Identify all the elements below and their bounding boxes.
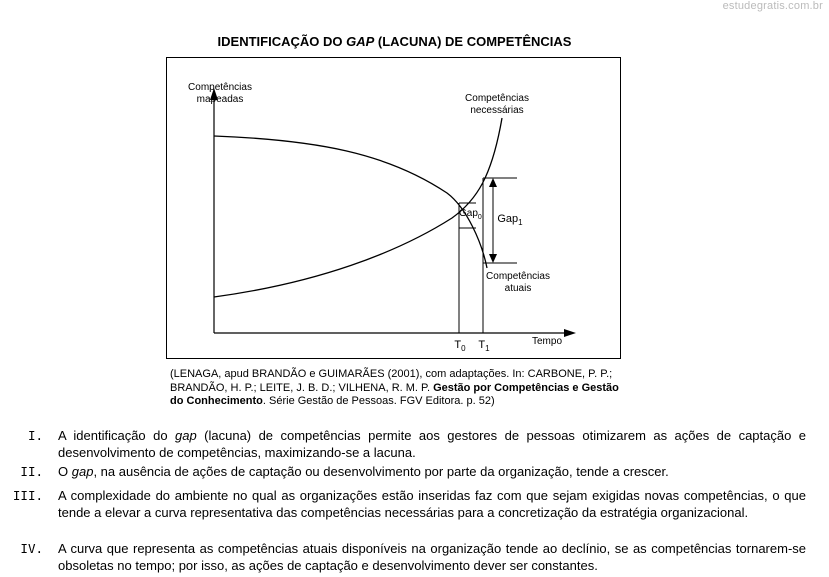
- caption-part-1: (LENAGA, apud BRANDÃO e GUIMARÃES (2001), com adaptações. In: CARBONE, P. P.; BRANDÃO, H. P.; LEITE, J. B. D.; VILHENA, R. M. P.: [170, 368, 613, 394]
- gap1-label: [497, 213, 523, 229]
- t1-subscript: 1: [485, 344, 490, 354]
- statement-text-post: A complexidade do ambiente no qual as organizações estão inseridas faz com que sejam exigidas novas competências, o que tende a elevar a curva representativa das competências necessárias para a concretização da estratégia organizacional.: [58, 488, 806, 520]
- statement-text: [58, 428, 806, 461]
- curve-current-competencies: [214, 136, 487, 268]
- page-title: [0, 34, 789, 49]
- title-part-1: IDENTIFICAÇÃO DO: [217, 34, 347, 49]
- statement-number: IV.: [20, 541, 43, 556]
- statement-text-pre: A identificação do: [58, 428, 176, 443]
- gap0-label: [459, 208, 481, 224]
- gap1-text: Gap: [497, 213, 519, 225]
- t1-label: [474, 339, 494, 355]
- gap1-arrow-up: [489, 178, 497, 187]
- statement-number: I.: [27, 428, 43, 443]
- gap1-subscript: 1: [518, 218, 523, 228]
- gap0-subscript: 0: [477, 214, 482, 221]
- curve-current-label-line-1: Competências: [486, 271, 550, 282]
- y-axis-label: [181, 82, 259, 106]
- gap1-arrow-down: [489, 254, 497, 263]
- t1-text: T: [478, 339, 486, 351]
- statement-number: III.: [12, 488, 43, 503]
- statement-text-post: , na ausência de ações de captação ou desenvolvimento por parte da organização, tende a crescer.: [93, 464, 669, 479]
- gap0-text: Gap: [459, 208, 478, 219]
- statement-text-post: A curva que representa as competências atuais disponíveis na organização tende ao declínio, se as competências tornarem-se obsoletas no tempo; por isso, as ações de captação e desenvolvimento dever ser constantes.: [58, 541, 806, 573]
- statement-text-italic: gap: [175, 428, 197, 443]
- curve-needed-label: [455, 93, 539, 117]
- y-axis-label-line-1: Competências: [188, 82, 252, 93]
- caption-part-2: . Série Gestão de Pessoas. FGV Editora. p. 52): [262, 395, 495, 407]
- statement-text: [58, 541, 806, 574]
- gap-diagram: [166, 57, 621, 359]
- figure-caption: [170, 368, 630, 409]
- title-part-2: (LACUNA) DE COMPETÊNCIAS: [374, 34, 572, 49]
- statement-text: [58, 488, 806, 521]
- t0-label: [450, 339, 470, 355]
- x-axis-label: Tempo: [531, 336, 562, 347]
- statement-text: [58, 464, 806, 481]
- statement-text-post: (lacuna) de competências permite aos gestores de pessoas otimizarem as ações de captação e desenvolvimento de competências, maximizando-se a lacuna.: [58, 428, 806, 460]
- curve-current-label-line-2: atuais: [504, 283, 532, 294]
- watermark: estudegratis.com.br: [722, 0, 823, 12]
- t0-subscript: 0: [461, 344, 466, 354]
- statement-text-italic: gap: [71, 464, 94, 479]
- y-axis-label-line-2: mapeadas: [196, 94, 244, 105]
- title-italic-gap: GAP: [346, 34, 375, 49]
- curve-needed-label-line-1: Competências: [465, 93, 529, 104]
- statement-text-pre: O: [58, 464, 72, 479]
- caption-book-title: Gestão por Competências e Gestão do Conhecimento: [170, 381, 619, 407]
- curve-needed-label-line-2: necessárias: [470, 105, 524, 116]
- curve-current-label: [477, 271, 559, 295]
- t0-text: T: [454, 339, 462, 351]
- statement-number: II.: [20, 464, 43, 479]
